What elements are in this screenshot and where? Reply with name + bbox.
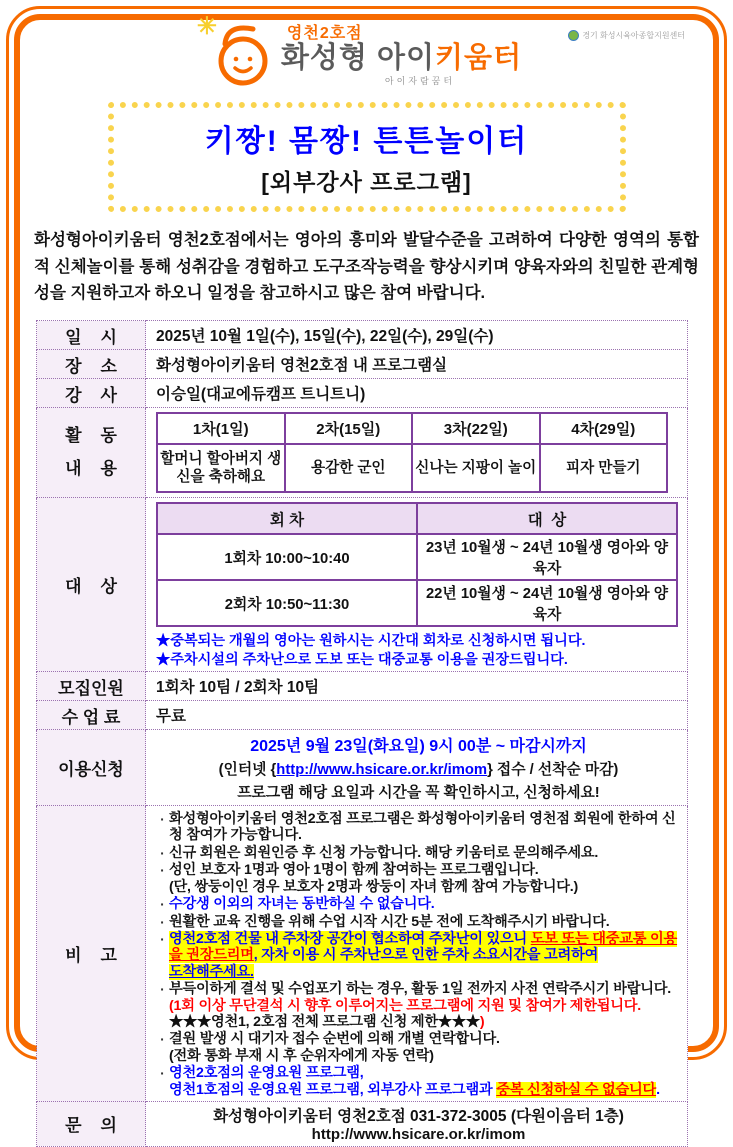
session-4-head: 4차(29일) [540,413,668,444]
row-label-fee: 수 업 료 [37,701,146,730]
session-4-body: 피자 만들기 [540,444,668,492]
target-col-session: 회 차 [157,503,417,534]
remark-item [156,1031,681,1064]
remark-item [156,914,681,930]
table-row [157,534,677,580]
activity-cell [146,408,688,498]
org-logo-icon [568,30,579,41]
remarks-list [156,811,681,1098]
remark-text: 영천2호점 건물 내 주차장 공간이 협소하여 주차난이 있으니 도보 또는 대중교통 이용을 권장드리며, 자차 이용 시 주차난으로 인한 주차 소요시간을 고려하여 도착해주세요. [169,930,678,980]
contact-url-link[interactable]: http://www.hsicare.or.kr/imom [311,1125,526,1143]
smiley-face-icon [211,20,273,88]
org-mark [568,30,685,41]
apply-check: 프로그램 해당 요일과 시간을 꼭 확인하시고, 신청하세요! [237,785,600,802]
target-col-target: 대 상 [417,503,677,534]
page-title: 키짱! 몸짱! 튼튼놀이터 [204,125,529,158]
remark-text: 신규 회원은 회원인증 후 신청 가능합니다. 해당 키움터로 문의해주세요. [169,844,599,861]
row-label-instructor: 강 사 [37,379,146,408]
row-label-contact: 문 의 [37,1101,146,1146]
remark-text: 성인 보호자 1명과 영아 1명이 함께 참여하는 프로그램입니다. (단, 쌍둥이인 경우 보호자 2명과 쌍둥이 자녀 함께 참여 가능합니다.) [169,862,579,895]
row-label-apply: 이용신청 [37,730,146,806]
bullet-icon: · [160,1065,165,1082]
activity-schedule-table [156,412,668,493]
target-note-1: ★중복되는 개월의 영아는 원하시는 시간대 회차로 신청하시면 됩니다. [156,633,586,650]
session-2-body: 용감한 군인 [285,444,413,492]
session-1-head: 1차(1일) [157,413,285,444]
bullet-icon: · [160,930,165,947]
table-row [37,379,688,408]
branch-label: 영천2호점 [286,25,363,42]
page-subtitle: [외부강사 프로그램] [261,169,472,195]
apply-url-link[interactable]: http://www.hsicare.or.kr/imom [276,762,488,779]
place-value: 화성형아이키움터 영천2호점 내 프로그램실 [146,350,688,379]
instructor-value: 이승일(대교에듀캠프 트니트니) [146,379,688,408]
row-label-activity: 활 동 내 용 [37,408,146,498]
brand-subtitle: 아이자람꿈터 [384,76,456,87]
datetime-value: 2025년 10월 1일(수), 15일(수), 22일(수), 29일(수) [146,321,688,350]
table-row [37,672,688,701]
bullet-icon: · [160,1031,165,1048]
remarks-cell [146,806,688,1102]
table-row [37,350,688,379]
table-row [37,498,688,672]
remark-item [156,811,681,844]
table-row [157,580,677,626]
bullet-icon: · [160,844,165,861]
remark-item [156,896,681,912]
target-1-session: 1회차 10:00~10:40 [157,534,417,580]
remark-text: 수강생 이외의 자녀는 동반하실 수 없습니다. [169,896,435,913]
remark-text: 결원 발생 시 대기자 접수 순번에 의해 개별 연락합니다. (전화 통화 부재 시 후 순위자에게 자동 연락) [169,1031,500,1064]
session-2-head: 2차(15일) [285,413,413,444]
brand-gray: 화성형 [280,42,378,74]
contact-cell [146,1101,688,1146]
table-row [37,701,688,730]
info-table [36,320,688,1147]
table-row [37,1101,688,1146]
logo [196,13,523,88]
brand-mid: 아이 [377,42,436,74]
target-cell [146,498,688,672]
target-table [156,502,678,627]
logo-header [30,13,703,96]
remark-item [156,931,681,980]
row-label-place: 장 소 [37,350,146,379]
row-label-datetime: 일 시 [37,321,146,350]
remark-text: 부득이하게 결석 및 수업포기 하는 경우, 활동 1일 전까지 사전 연락주시기 바랍니다.(1회 이상 무단결석 시 향후 이루어지는 프로그램에 지원 및 참여가 제한됩니다. ★★★영천1, 2호점 전체 프로그램 신청 제한★★★) [169,981,672,1030]
bullet-icon: · [160,981,165,998]
bullet-icon: · [160,913,165,930]
fee-value: 무료 [146,701,688,730]
row-label-remarks: 비 고 [37,806,146,1102]
target-2-target: 22년 10월생 ~ 24년 10월생 영아와 양육자 [417,580,677,626]
row-label-capacity: 모집인원 [37,672,146,701]
apply-method [156,758,681,779]
target-2-session: 2회차 10:50~11:30 [157,580,417,626]
logo-text [281,20,522,87]
table-row [37,408,688,498]
intro-paragraph: 화성형아이키움터 영천2호점에서는 영아의 흥미와 발달수준을 고려하여 다양한 영역의 통합적 신체놀이를 통해 성취감을 경험하고 도구조작능력을 향상시키며 양육자와의 친밀한 관계형성을 지원하고자 하오니 일정을 참고하시고 많은 참여 바랍니다. [34,231,699,303]
remark-text: 원활한 교육 진행을 위해 수업 시작 시간 5분 전에 도착해주시기 바랍니다. [169,913,610,930]
table-row [37,321,688,350]
session-1-body: 할머니 할아버지 생신을 축하해요 [157,444,285,492]
remark-text: 화성형아이키움터 영천2호점 프로그램은 화성형아이키움터 영천점 회원에 한하여 신청 참여가 가능합니다. [169,811,676,844]
remark-text: 영천2호점의 운영요원 프로그램, 영천1호점의 운영요원 프로그램, 외부강사 프로그램과 중복 신청하실 수 없습니다. [169,1065,660,1098]
sparkle-icon: ✳ [196,13,218,40]
target-note-2: ★주차시설의 주차난으로 도보 또는 대중교통 이용을 권장드립니다. [156,651,568,668]
remark-item [156,845,681,861]
brand-orange: 키움터 [435,42,523,74]
apply-method-post: } 접수 / 선착순 마감) [487,762,619,779]
table-row [37,806,688,1102]
session-3-head: 3차(22일) [412,413,540,444]
row-label-target: 대 상 [37,498,146,672]
capacity-value: 1회차 10팀 / 2회차 10팀 [146,672,688,701]
table-row [37,730,688,806]
bullet-icon: · [160,896,165,913]
org-name: 경기 화성시육아종합지원센터 [582,31,685,40]
bullet-icon: · [160,862,165,879]
target-notes [156,632,681,669]
apply-deadline: 2025년 9월 23일(화요일) 9시 00분 ~ 마감시까지 [250,738,587,756]
remark-item [156,862,681,895]
target-1-target: 23년 10월생 ~ 24년 10월생 영아와 양육자 [417,534,677,580]
bullet-icon: · [160,811,165,828]
brand-title [281,43,522,73]
contact-line1: 화성형아이키움터 영천2호점 031-372-3005 (다원이음터 1층) [213,1107,624,1125]
title-box [108,102,626,212]
poster-content [30,13,703,1143]
session-3-body: 신나는 지팡이 놀이 [412,444,540,492]
remark-item [156,981,681,1030]
remark-item [156,1065,681,1098]
apply-cell [146,730,688,806]
apply-method-pre: (인터넷 { [218,762,277,779]
